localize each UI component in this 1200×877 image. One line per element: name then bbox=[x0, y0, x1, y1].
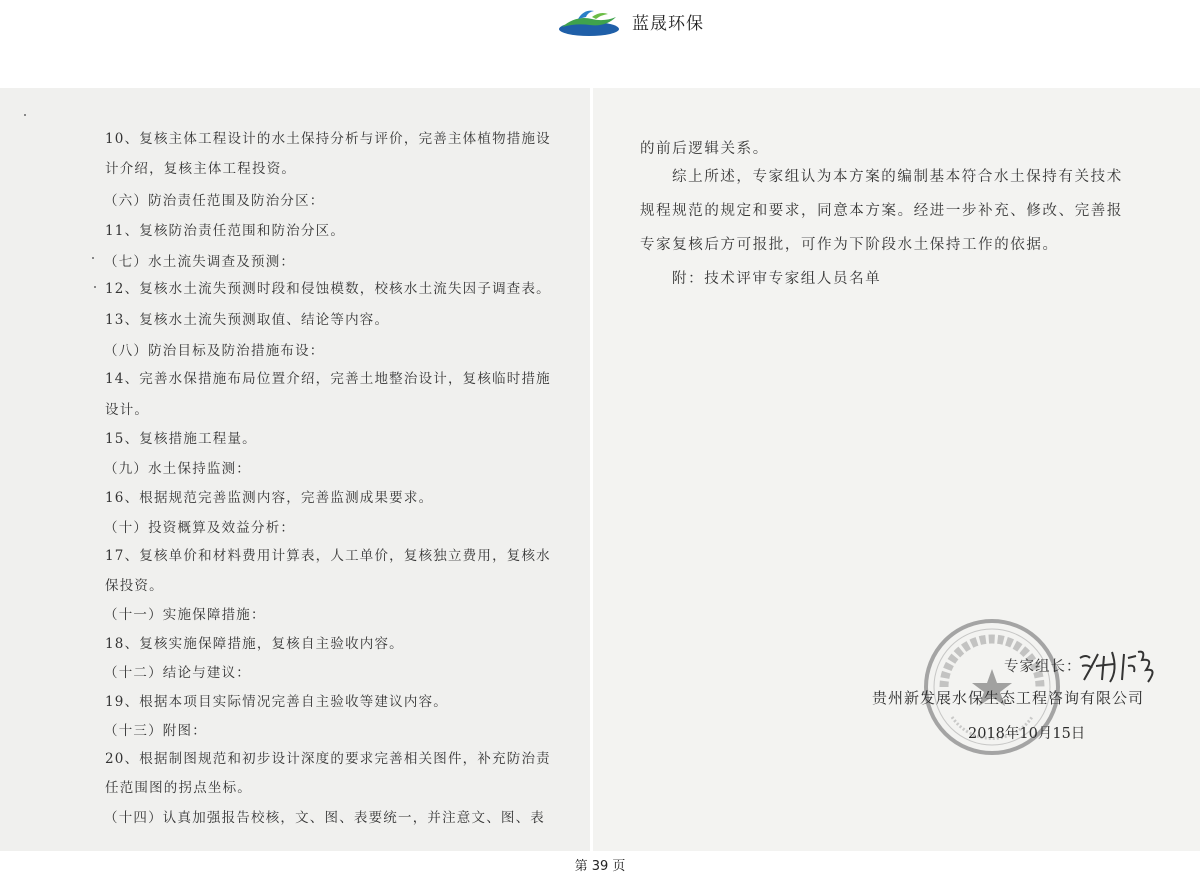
text-line: 设计。 bbox=[105, 402, 150, 418]
company-name: 贵州新发展水保生态工程咨询有限公司 bbox=[872, 689, 1145, 707]
brand-name: 蓝晟环保 bbox=[632, 14, 704, 34]
section-heading: （八）防治目标及防治措施布设： bbox=[104, 343, 325, 359]
text-line: 16、根据规范完善监测内容，完善监测成果要求。 bbox=[105, 490, 434, 506]
text-line: 附：技术评审专家组人员名单 bbox=[672, 271, 882, 287]
document-header bbox=[0, 0, 1200, 40]
section-heading: （十一）实施保障措施： bbox=[104, 607, 266, 623]
text-line: 任范围图的拐点坐标。 bbox=[105, 780, 252, 796]
section-heading: （六）防治责任范围及防治分区： bbox=[104, 193, 325, 209]
section-heading: （九）水土保持监测： bbox=[104, 461, 251, 477]
text-line: 10、复核主体工程设计的水土保持分析与评价，完善主体植物措施设 bbox=[105, 131, 551, 147]
handwritten-signature bbox=[1076, 646, 1180, 686]
section-heading: （十四）认真加强报告校核，文、图、表要统一，并注意文、图、表 bbox=[104, 810, 545, 826]
text-line: 保投资。 bbox=[105, 578, 164, 594]
section-heading: （十三）附图： bbox=[104, 723, 207, 739]
scan-speck bbox=[92, 257, 94, 259]
section-heading: （七）水土流失调查及预测： bbox=[104, 254, 296, 270]
text-line: 计介绍，复核主体工程投资。 bbox=[105, 161, 297, 177]
text-line: 13、复核水土流失预测取值、结论等内容。 bbox=[105, 312, 390, 328]
section-heading: （十）投资概算及效益分析： bbox=[104, 520, 296, 536]
section-heading: （十二）结论与建议： bbox=[104, 665, 251, 681]
signature-label: 专家组长： bbox=[1004, 659, 1082, 675]
page-number: 第 39 页 bbox=[574, 859, 626, 874]
text-line: 19、根据本项目实际情况完善自主验收等建议内容。 bbox=[105, 694, 448, 710]
text-line: 17、复核单价和材料费用计算表，人工单价，复核独立费用，复核水 bbox=[105, 548, 551, 564]
text-line: 综上所述，专家组认为本方案的编制基本符合水土保持有关技术 bbox=[672, 169, 1123, 185]
company-logo bbox=[556, 5, 622, 37]
scan-speck bbox=[24, 114, 26, 116]
text-line: 的前后逻辑关系。 bbox=[640, 141, 769, 157]
scan-speck bbox=[94, 286, 96, 288]
text-line: 18、复核实施保障措施，复核自主验收内容。 bbox=[105, 636, 404, 652]
text-line: 11、复核防治责任范围和防治分区。 bbox=[105, 223, 346, 239]
text-line: 15、复核措施工程量。 bbox=[105, 431, 257, 447]
text-line: 12、复核水土流失预测时段和侵蚀模数，校核水土流失因子调查表。 bbox=[105, 281, 551, 297]
text-line: 专家复核后方可报批，可作为下阶段水土保持工作的依据。 bbox=[640, 237, 1059, 253]
text-line: 14、完善水保措施布局位置介绍，完善土地整治设计，复核临时措施 bbox=[105, 371, 551, 387]
text-line: 20、根据制图规范和初步设计深度的要求完善相关图件，补充防治责 bbox=[105, 751, 551, 767]
document-date: 2018年10月15日 bbox=[968, 726, 1086, 742]
text-line: 规程规范的规定和要求，同意本方案。经进一步补充、修改、完善报 bbox=[640, 203, 1123, 219]
